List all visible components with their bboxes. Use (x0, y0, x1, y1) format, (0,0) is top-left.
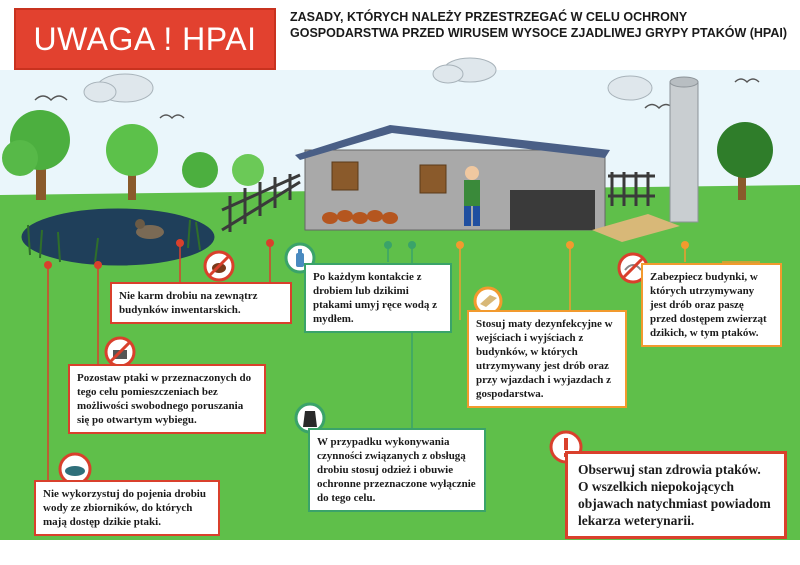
tip-observe: Obserwuj stan zdrowia ptaków. O wszelkich niepokojących objawach natychmiast powiadom lekarza weterynarii. (565, 451, 787, 539)
silo-icon (670, 77, 698, 222)
tip-mats: Stosuj maty dezynfekcyjne w wejściach i wyjściach z budynków, w których utrzymywany jest drób oraz przy wjazdach i wyjazdach z gospodarstwa. (467, 310, 627, 408)
pond-icon (20, 207, 216, 267)
tip-feeding: Nie karm drobiu na zewnątrz budynków inwentarskich. (110, 282, 292, 324)
tip-keep-inside: Pozostaw ptaki w przeznaczonych do tego celu pomieszczeniach bez możliwości swobodnego poruszania się po otwartym wybiegu. (68, 364, 266, 434)
tip-secure: Zabezpiecz budynki, w których utrzymywany jest drób oraz paszę przed dostępem zwierząt dzikich, w tym ptaków. (641, 263, 782, 347)
title-badge: UWAGA ! HPAI (14, 8, 276, 70)
tip-clothing: W przypadku wykonywania czynności związanych z obsługą drobiu stosuj odzież i obuwie ochronne przeznaczone wyłącznie do tego celu. (308, 428, 486, 512)
tip-water: Nie wykorzystuj do pojenia drobiu wody ze zbiorników, do których mają dostęp dzikie ptaki. (34, 480, 220, 536)
headline: ZASADY, KTÓRYCH NALEŻY PRZESTRZEGAĆ W CELU OCHRONY GOSPODARSTWA PRZED WIRUSEM WYSOCE ZJADLIWEJ GRYPY PTAKÓW (HPAI) (290, 10, 788, 40)
tip-hands: Po każdym kontakcie z drobiem lub dzikimi ptakami umyj ręce wodą z mydłem. (304, 263, 452, 333)
no-feeding-icon (203, 250, 235, 282)
